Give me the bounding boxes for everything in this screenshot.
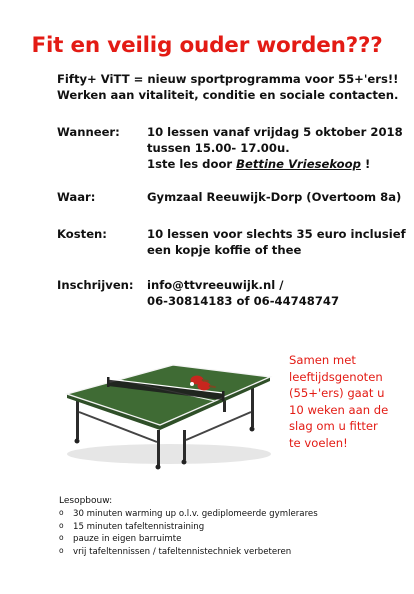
flyer-title: Fit en veilig ouder worden??? — [31, 33, 383, 58]
lesson-structure-list — [59, 508, 318, 558]
encouragement-text — [289, 352, 388, 451]
list-item: o pauze in eigen barruimte — [59, 533, 318, 546]
costs-line-2: een kopje koffie of thee — [147, 243, 302, 257]
intro-line-1: Fifty+ ViTT = nieuw sportprogramma voor 55+'ers!! — [57, 72, 399, 86]
encouragement-line: 10 weken aan de — [289, 402, 389, 417]
encouragement-line: (55+'ers) gaat u — [289, 386, 385, 400]
intro-text — [57, 71, 398, 103]
when-label: Wanneer: — [57, 125, 120, 139]
when-line-3 — [147, 156, 403, 172]
signup-phone: 06-30814183 of 06-44748747 — [147, 294, 340, 308]
costs-value — [147, 226, 406, 258]
encouragement-line: slag om u fitter — [289, 419, 378, 433]
costs-line-1: 10 lessen voor slechts 35 euro inclusief — [147, 227, 406, 241]
instructor-link[interactable]: Bettine Vriesekoop — [236, 157, 361, 171]
encouragement-line: leeftijdsgenoten — [289, 369, 383, 384]
encouragement-line: Samen met — [289, 353, 356, 367]
encouragement-line: te voelen! — [289, 435, 348, 450]
lesson-structure-title: Lesopbouw: — [59, 496, 113, 506]
when-value — [147, 124, 403, 172]
ping-pong-table-icon — [55, 322, 283, 472]
signup-email[interactable]: info@ttvreeuwijk.nl / — [147, 278, 284, 292]
costs-label: Kosten: — [57, 227, 107, 241]
ping-pong-table-image — [55, 322, 283, 472]
list-item: o 30 minuten warming up o.l.v. gediplomeerde gymlerares — [59, 508, 318, 521]
when-line-1: 10 lessen vanaf vrijdag 5 oktober 2018 — [147, 125, 403, 139]
list-item: o 15 minuten tafeltennistraining — [59, 521, 318, 534]
where-label: Waar: — [57, 190, 96, 204]
when-line-3-prefix: 1ste les door — [147, 157, 237, 171]
where-value: Gymzaal Reeuwijk-Dorp (Overtoom 8a) — [147, 190, 402, 204]
when-line-3-suffix: ! — [360, 157, 371, 171]
list-item: o vrij tafeltennissen / tafeltennistechniek verbeteren — [59, 546, 318, 559]
signup-value — [147, 277, 339, 309]
when-line-2: tussen 15.00- 17.00u. — [147, 141, 290, 155]
signup-label: Inschrijven: — [57, 278, 134, 292]
intro-line-2: Werken aan vitaliteit, conditie en sociale contacten. — [57, 88, 399, 102]
